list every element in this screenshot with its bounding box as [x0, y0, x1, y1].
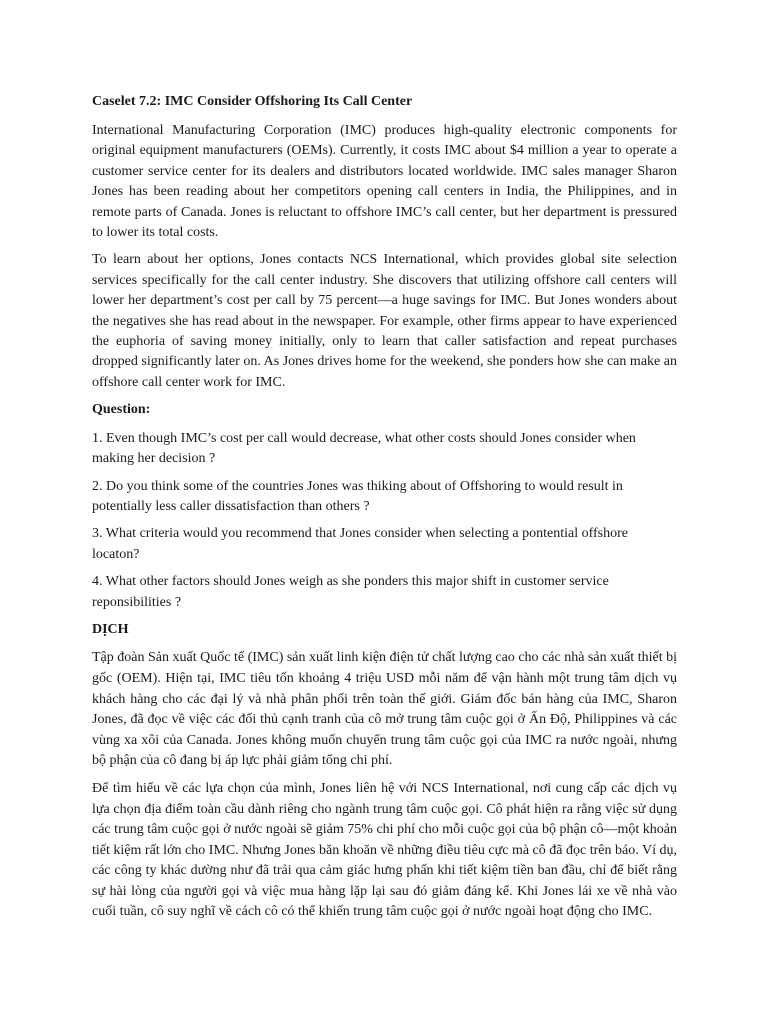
case-paragraph-1: International Manufacturing Corporation (IMC) produces high-quality electronic components for original equipment manufacturers (OEMs). Currently, it costs IMC about $4 million a year to operate a customer service center for its dealers and distributors located worldwide. IMC sales manager Sharon Jones has been reading about her competitors opening call centers in India, the Philippines, and in remote parts of Canada. Jones is reluctant to offshore IMC’s call center, but her department is pressured to lower its total costs. — [92, 123, 677, 241]
translation-paragraph-2: Để tìm hiểu về các lựa chọn của mình, Jones liên hệ với NCS International, nơi cung cấp các dịch vụ lựa chọn địa điểm toàn cầu dành riêng cho ngành trung tâm cuộc gọi. Cô phát hiện ra rằng việc sử dụng các trung tâm cuộc gọi ở nước ngoài sẽ giảm 75% chi phí cho mỗi cuộc gọi của bộ phận cô—một khoản tiết kiệm rất lớn cho IMC. Nhưng Jones băn khoăn về những điều tiêu cực mà cô đã đọc trên báo. Ví dụ, các công ty khác dường như đã trải qua cảm giác hưng phấn khi tiết kiệm tiền ban đầu, chỉ để biết rằng sự hài lòng của người gọi và việc mua hàng lặp lại sau đó giảm đáng kể. Khi Jones lái xe về nhà vào cuối tuần, cô suy nghĩ về cách cô có thể khiến trung tâm cuộc gọi ở nước ngoài hoạt động cho IMC. — [92, 780, 677, 920]
question-4: 4. What other factors should Jones weigh as she ponders this major shift in customer service reponsibilities ? — [92, 574, 609, 610]
translation-heading: DỊCH — [92, 621, 129, 637]
caselet-title: Caselet 7.2: IMC Consider Offshoring Its Call Center — [92, 94, 413, 109]
case-paragraph-2: To learn about her options, Jones contacts NCS International, which provides global site selection services specifically for the call center industry. She discovers that utilizing offshore call centers will lower her department’s cost per call by 75 percent—a huge savings for IMC. But Jones wonders about the negatives she has read about in the newspaper. For example, other firms appear to have experienced the euphoria of saving money initially, only to learn that caller satisfaction and repeat purchases dropped significantly later on. As Jones drives home for the weekend, she ponders how she can make an offshore call center work for IMC. — [92, 252, 677, 390]
question-3: 3. What criteria would you recommend that Jones consider when selecting a pontential offshore locaton? — [92, 526, 628, 562]
question-1: 1. Even though IMC’s cost per call would decrease, what other costs should Jones consider when making her decision ? — [92, 430, 636, 467]
document-page — [92, 92, 677, 930]
translation-paragraph-1: Tập đoàn Sản xuất Quốc tế (IMC) sản xuất linh kiện điện tử chất lượng cao cho các nhà sản xuất thiết bị gốc (OEM). Hiện tại, IMC tiêu tốn khoảng 4 triệu USD mỗi năm để vận hành một trung tâm dịch vụ khách hàng cho các đại lý và nhà phân phối trên toàn thế giới. Giám đốc bán hàng của IMC, Sharon Jones, đã đọc về việc các đối thủ cạnh tranh của cô mở trung tâm cuộc gọi ở Ấn Độ, Philippines và các vùng xa xôi của Canada. Jones không muốn chuyển trung tâm cuộc gọi của IMC ra nước ngoài, nhưng bộ phận của cô đang bị áp lực phải giảm tổng chi phí. — [92, 650, 677, 769]
question-heading: Question: — [92, 402, 151, 418]
question-2: 2. Do you think some of the countries Jones was thiking about of Offshoring to would result in potentially less caller dissatisfaction than others ? — [92, 478, 623, 514]
